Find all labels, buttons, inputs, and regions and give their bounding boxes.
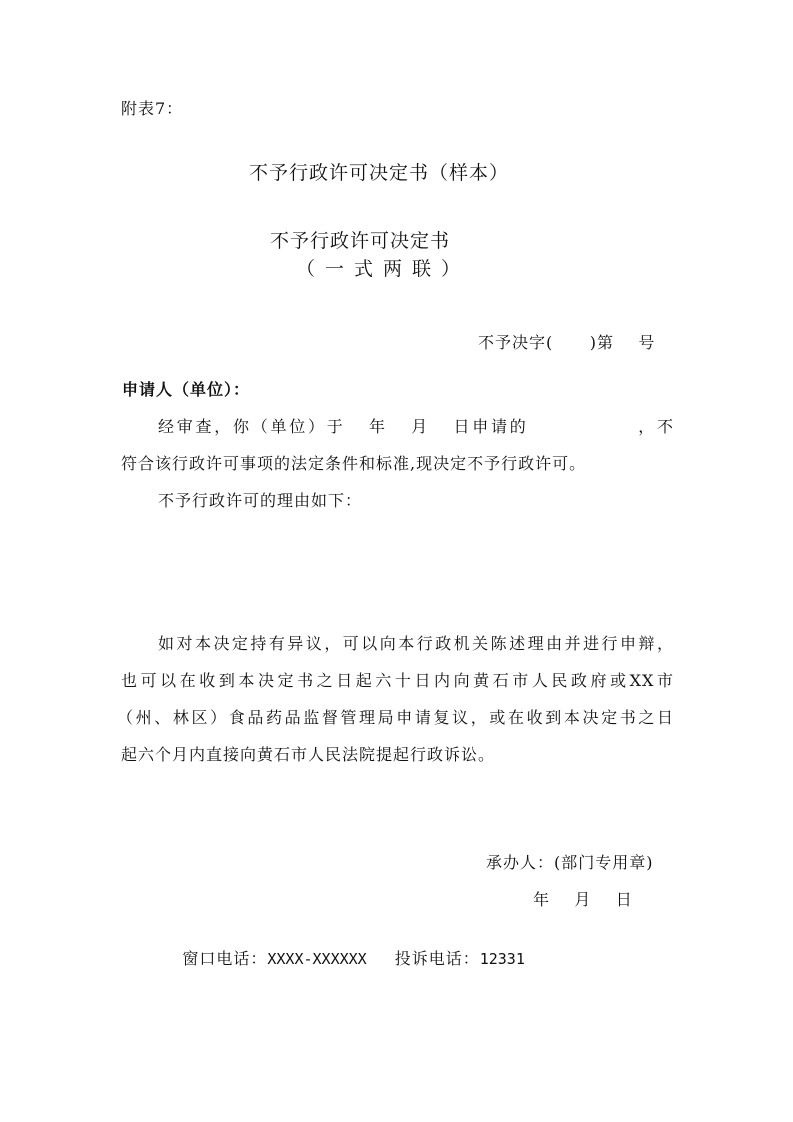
body-para3-line3: （州、林区）食品药品监督管理局申请复议，或在收到本决定书之日	[117, 708, 674, 727]
attachment-label: 附表7：	[121, 99, 184, 118]
body-para2: 不予行政许可的理由如下：	[158, 491, 363, 510]
sample-title: 不予行政许可决定书（样本）	[249, 162, 510, 184]
sub-title: （一式两联）	[296, 258, 471, 280]
document-number: 不予决字( )第 号	[478, 333, 656, 352]
signature-date: 年 月 日	[533, 890, 633, 909]
window-phone: XXXX-XXXXXX	[267, 950, 367, 968]
body-para1-line2: 符合该行政许可事项的法定条件和标准,现决定不予行政许可。	[121, 454, 587, 473]
applicant-label: 申请人（单位）：	[122, 380, 251, 399]
body-para3-line1: 如对本决定持有异议，可以向本行政机关陈述理由并进行申辩，	[158, 634, 674, 653]
body-para3-line2: 也可以在收到本决定书之日起六十日内向黄石市人民政府或XX市	[121, 671, 674, 690]
body-para1-line1: 经审查，你（单位）于 年 月 日申请的 ，不	[158, 417, 674, 436]
body-para3-line4: 起六个月内直接向黄石市人民法院提起行政诉讼。	[121, 745, 496, 764]
main-title: 不予行政许可决定书	[270, 230, 451, 252]
handler-signature: 承办人：(部门专用章)	[486, 853, 654, 872]
complaint-phone: 12331	[479, 950, 525, 968]
window-phone-label: 窗口电话：	[182, 949, 268, 968]
complaint-phone-label: 投诉电话：	[394, 949, 480, 968]
contact-line	[158, 926, 525, 992]
